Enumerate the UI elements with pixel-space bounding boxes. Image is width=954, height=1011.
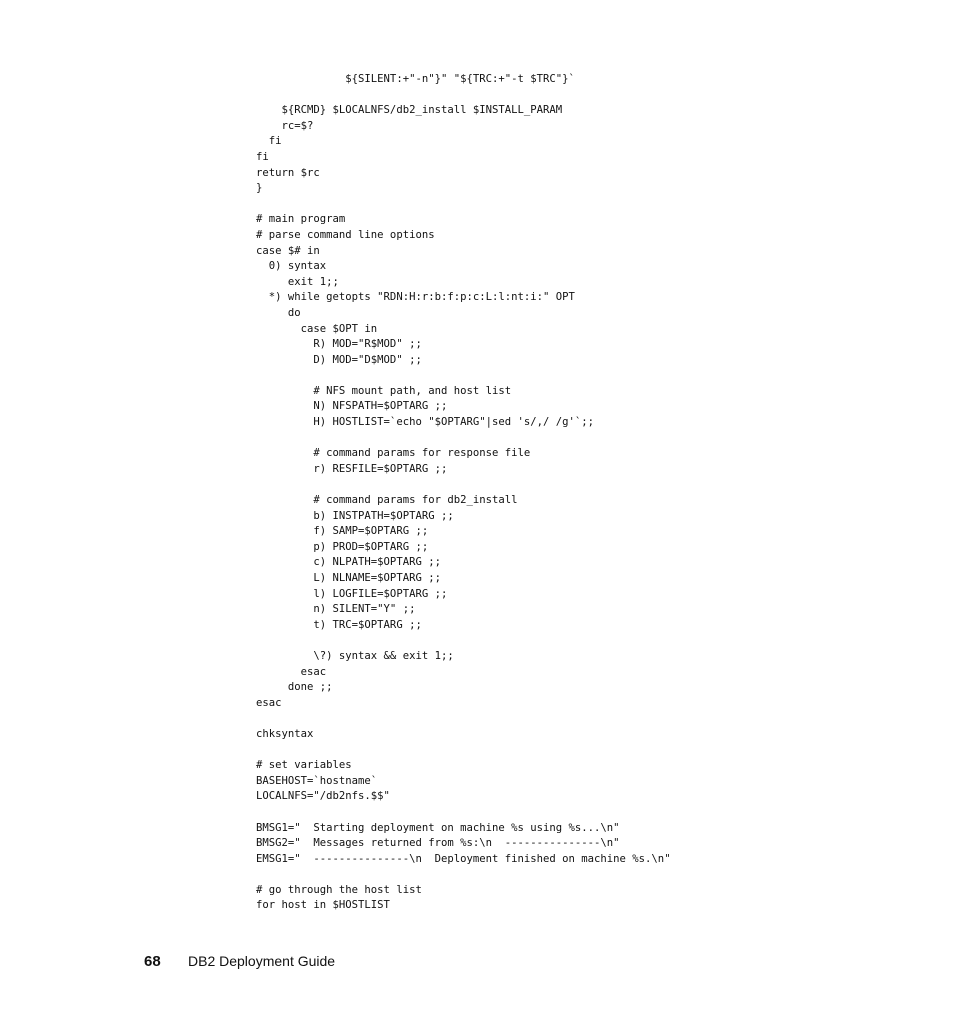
code-listing [256, 72, 671, 914]
code-line: *) while getopts "RDN:H:r:b:f:p:c:L:l:nt:i:" OPT [256, 291, 575, 304]
code-line: l) LOGFILE=$OPTARG ;; [256, 587, 448, 600]
code-line [256, 88, 671, 104]
code-line: } [256, 182, 263, 195]
code-line: H) HOSTLIST=`echo "$OPTARG"|sed 's/,/ /g'`;; [256, 416, 595, 429]
code-line [256, 633, 671, 649]
code-line [256, 368, 671, 384]
code-line: done ;; [256, 681, 333, 694]
code-line: # parse command line options [256, 228, 435, 241]
code-line: ${SILENT:+"-n"}" "${TRC:+"-t $TRC"}` [256, 73, 575, 85]
code-line [256, 711, 671, 727]
code-line: BMSG1=" Starting deployment on machine %s using %s...\n" [256, 821, 620, 834]
code-line: do [256, 306, 301, 319]
code-line: \?) syntax && exit 1;; [256, 649, 454, 662]
book-title: DB2 Deployment Guide [188, 953, 336, 969]
code-line: chksyntax [256, 727, 314, 740]
code-line: # go through the host list [256, 883, 422, 896]
code-line: 0) syntax [256, 260, 327, 273]
code-line: for host in $HOSTLIST [256, 899, 390, 912]
code-line [256, 867, 671, 883]
code-line: case $OPT in [256, 322, 378, 335]
code-line: # NFS mount path, and host list [256, 384, 512, 397]
code-line: n) SILENT="Y" ;; [256, 603, 416, 616]
code-line: # set variables [256, 759, 352, 772]
code-line: R) MOD="R$MOD" ;; [256, 338, 422, 351]
code-line: D) MOD="D$MOD" ;; [256, 353, 422, 366]
code-line: t) TRC=$OPTARG ;; [256, 618, 422, 631]
code-line: return $rc [256, 166, 320, 179]
code-line: rc=$? [256, 119, 314, 132]
code-line: ${RCMD} $LOCALNFS/db2_install $INSTALL_PARAM [256, 104, 563, 117]
code-line: fi [256, 150, 269, 163]
page-footer [144, 953, 335, 971]
code-line [256, 805, 671, 821]
code-line: r) RESFILE=$OPTARG ;; [256, 462, 448, 475]
code-line: fi [256, 135, 282, 148]
page-number: 68 [144, 953, 161, 970]
code-line [256, 431, 671, 447]
code-line: b) INSTPATH=$OPTARG ;; [256, 509, 454, 522]
code-line: # main program [256, 213, 346, 226]
code-line: exit 1;; [256, 275, 339, 288]
code-line: # command params for db2_install [256, 494, 518, 507]
code-line: BMSG2=" Messages returned from %s:\n ---------------\n" [256, 837, 620, 850]
code-line: f) SAMP=$OPTARG ;; [256, 525, 429, 538]
code-line: L) NLNAME=$OPTARG ;; [256, 572, 441, 584]
code-line: p) PROD=$OPTARG ;; [256, 540, 429, 553]
code-line: BASEHOST=`hostname` [256, 774, 378, 787]
code-line: LOCALNFS="/db2nfs.$$" [256, 790, 390, 803]
code-line: esac [256, 696, 282, 709]
code-line: esac [256, 665, 327, 678]
code-line [256, 197, 671, 213]
code-line: EMSG1=" ---------------\n Deployment finished on machine %s.\n" [256, 852, 671, 865]
code-line: N) NFSPATH=$OPTARG ;; [256, 400, 448, 413]
code-line: c) NLPATH=$OPTARG ;; [256, 556, 441, 569]
code-line: # command params for response file [256, 447, 531, 460]
code-line [256, 477, 671, 493]
code-line [256, 743, 671, 759]
code-line: case $# in [256, 244, 320, 257]
